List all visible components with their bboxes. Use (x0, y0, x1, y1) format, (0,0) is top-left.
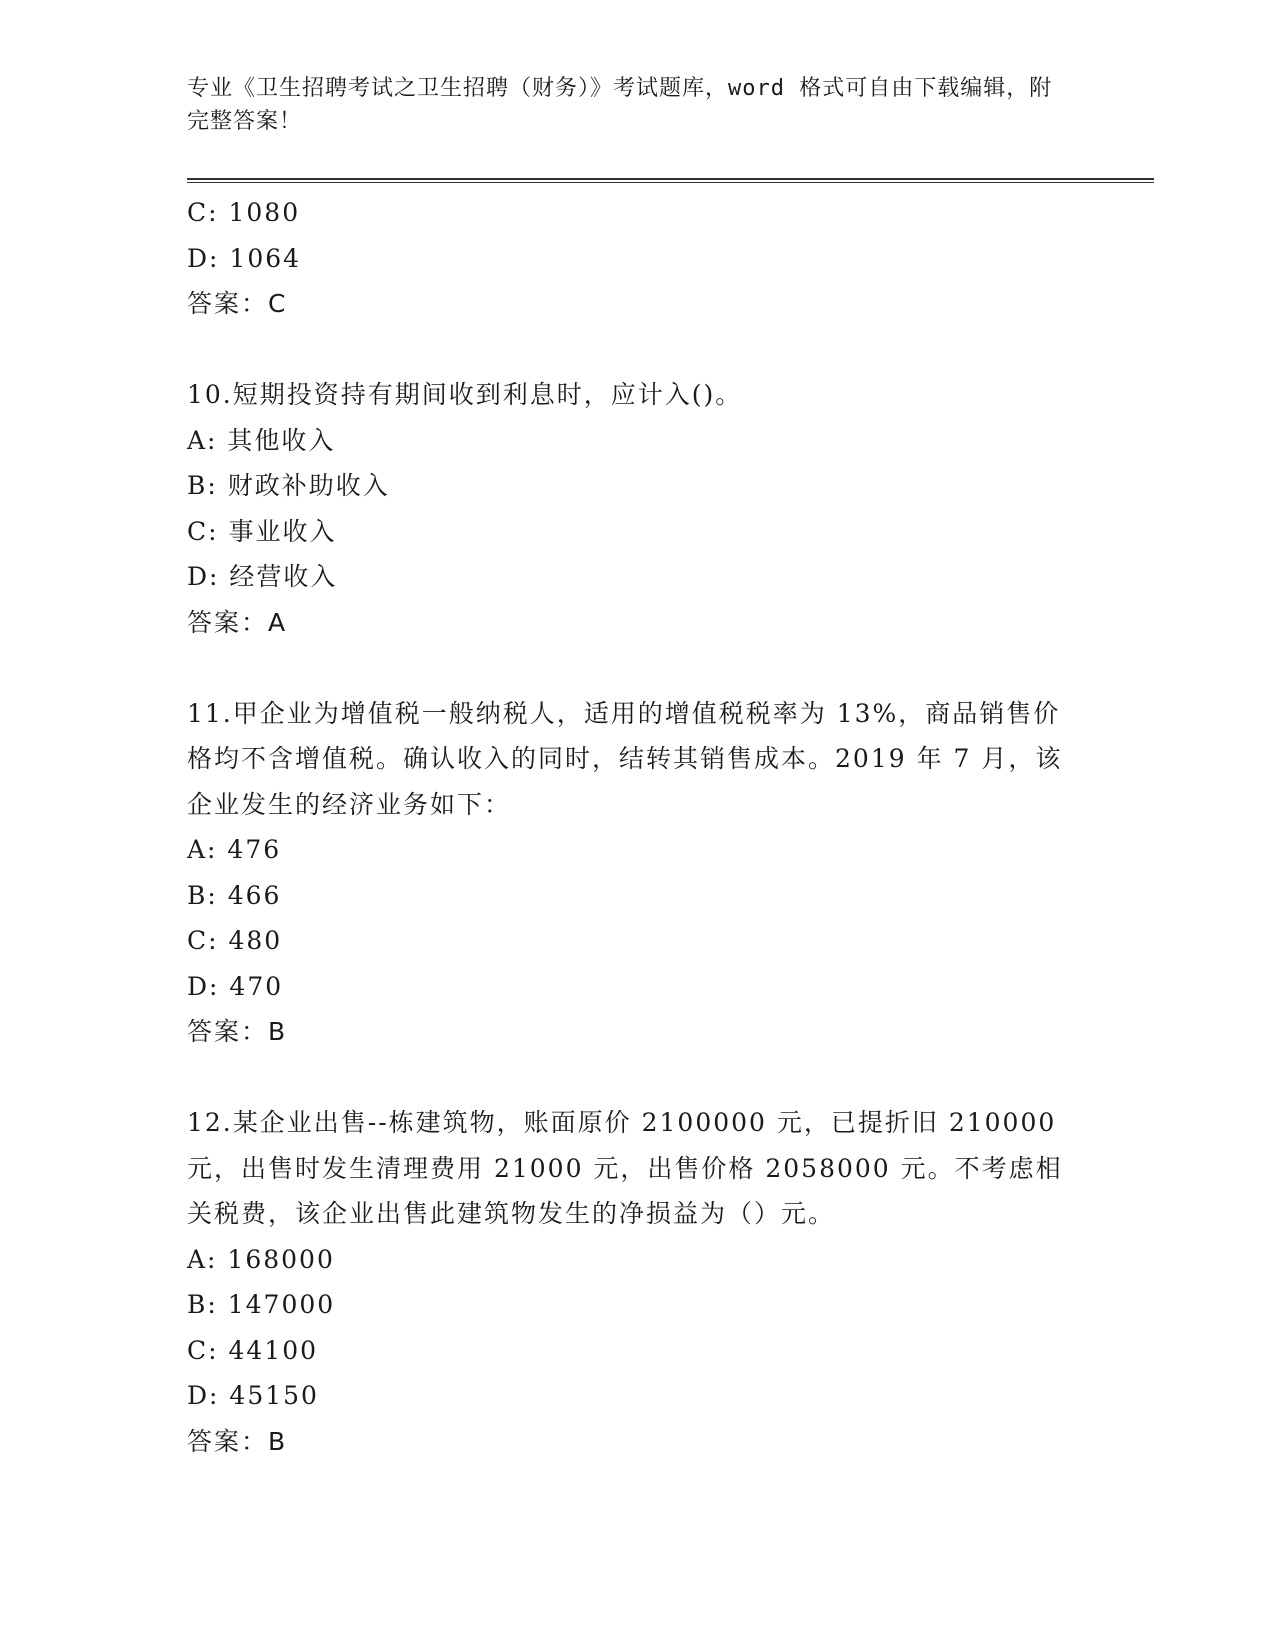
option-d: D: 470 (187, 971, 284, 1001)
option-d: D: 45150 (187, 1381, 319, 1410)
option-d: D: 经营收入 (187, 562, 338, 591)
option-b: B: 466 (187, 880, 282, 910)
spacer (187, 1055, 1067, 1101)
option-d: D: 1064 (187, 243, 302, 273)
option-a: A: 476 (187, 835, 282, 864)
spacer (187, 327, 1067, 373)
page-header-title: 专业《卫生招聘考试之卫生招聘（财务）》考试题库，word 格式可自由下载编辑，附完整答案！ (187, 76, 1053, 134)
question-block-9 (187, 190, 1067, 327)
option-c: C: 事业收入 (187, 516, 337, 546)
option-b: B: 财政补助收入 (187, 471, 390, 500)
option-a: A: 168000 (187, 1244, 335, 1274)
question-text: 10.短期投资持有期间收到利息时，应计入()。 (187, 380, 743, 409)
question-list (187, 190, 1067, 1464)
question-block-10 (187, 372, 1067, 645)
spacer (187, 645, 1067, 691)
option-b: B: 147000 (187, 1290, 336, 1319)
answer-line: 答案：C (187, 289, 288, 318)
header-divider (187, 178, 1154, 183)
option-c: C: 44100 (187, 1335, 319, 1365)
answer-line: 答案：B (187, 1426, 288, 1456)
option-c: C: 1080 (187, 198, 301, 227)
question-block-11 (187, 691, 1067, 1055)
question-block-12 (187, 1100, 1067, 1464)
answer-line: 答案：A (187, 607, 288, 637)
question-text: 11.甲企业为增值税一般纳税人，适用的增值税税率为 13%，商品销售价格均不含增值税。确认收入的同时，结转其销售成本。2019 年 7 月，该企业发生的经济业务如下： (187, 698, 1063, 819)
answer-line: 答案：B (187, 1017, 288, 1046)
question-text: 12.某企业出售--栋建筑物，账面原价 2100000 元，已提折旧 210000 元，出售时发生清理费用 21000 元，出售价格 2058000 元。不考虑相关税费，该企业出售此建筑物发生的净损益为（）元。 (187, 1108, 1063, 1228)
option-a: A: 其他收入 (187, 425, 336, 455)
option-c: C: 480 (187, 926, 283, 955)
